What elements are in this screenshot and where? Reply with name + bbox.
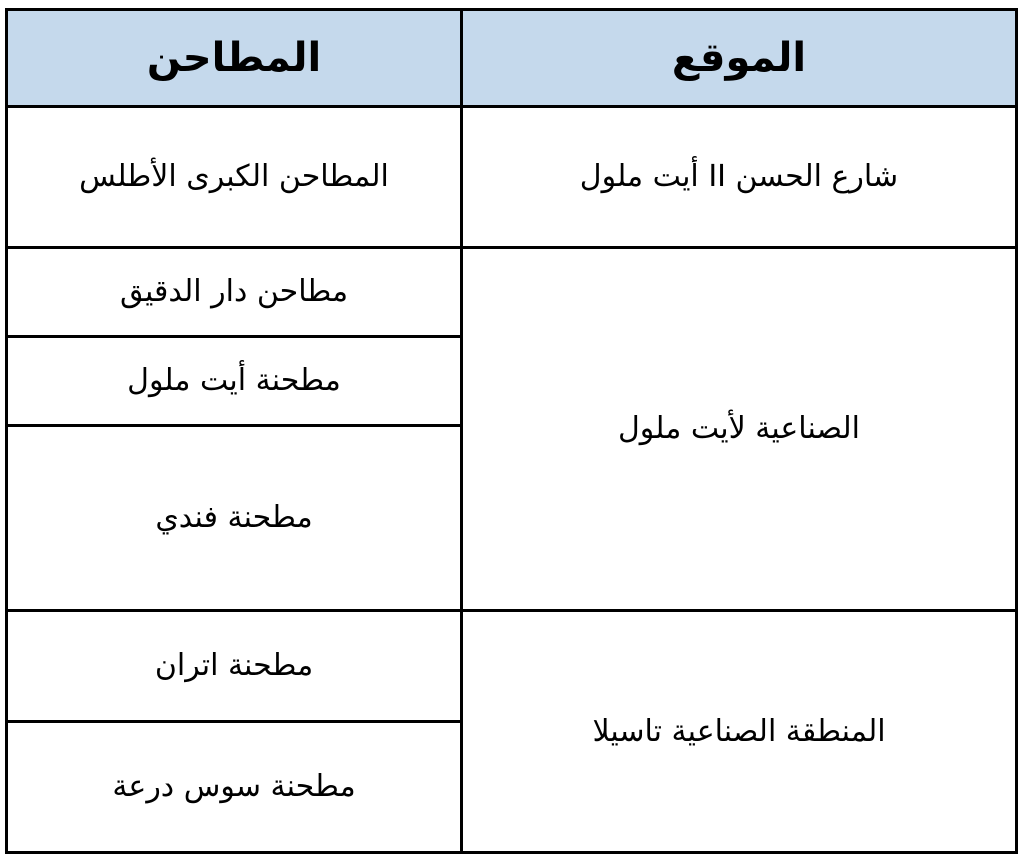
- cell-location: الصناعية لأيت ملول: [462, 248, 1017, 611]
- table-header: [7, 10, 1017, 107]
- cell-location: شارع الحسن II أيت ملول: [462, 107, 1017, 248]
- table-body: [7, 107, 1017, 853]
- cell-mill: مطحنة فندي: [7, 426, 462, 611]
- table-row: [7, 107, 1017, 248]
- column-header-mill: المطاحن: [7, 10, 462, 107]
- cell-mill: مطحنة سوس درعة: [7, 722, 462, 853]
- document-page: [0, 8, 1024, 805]
- cell-mill: مطاحن دار الدقيق: [7, 248, 462, 337]
- table-header-row: [7, 10, 1017, 107]
- cell-mill: المطاحن الكبرى الأطلس: [7, 107, 462, 248]
- cell-mill: مطحنة أيت ملول: [7, 337, 462, 426]
- table-row: [7, 611, 1017, 722]
- column-header-location: الموقع: [462, 10, 1017, 107]
- mills-table: [5, 8, 1018, 854]
- cell-mill: مطحنة اتران: [7, 611, 462, 722]
- cell-location: المنطقة الصناعية تاسيلا: [462, 611, 1017, 853]
- table-row: [7, 248, 1017, 337]
